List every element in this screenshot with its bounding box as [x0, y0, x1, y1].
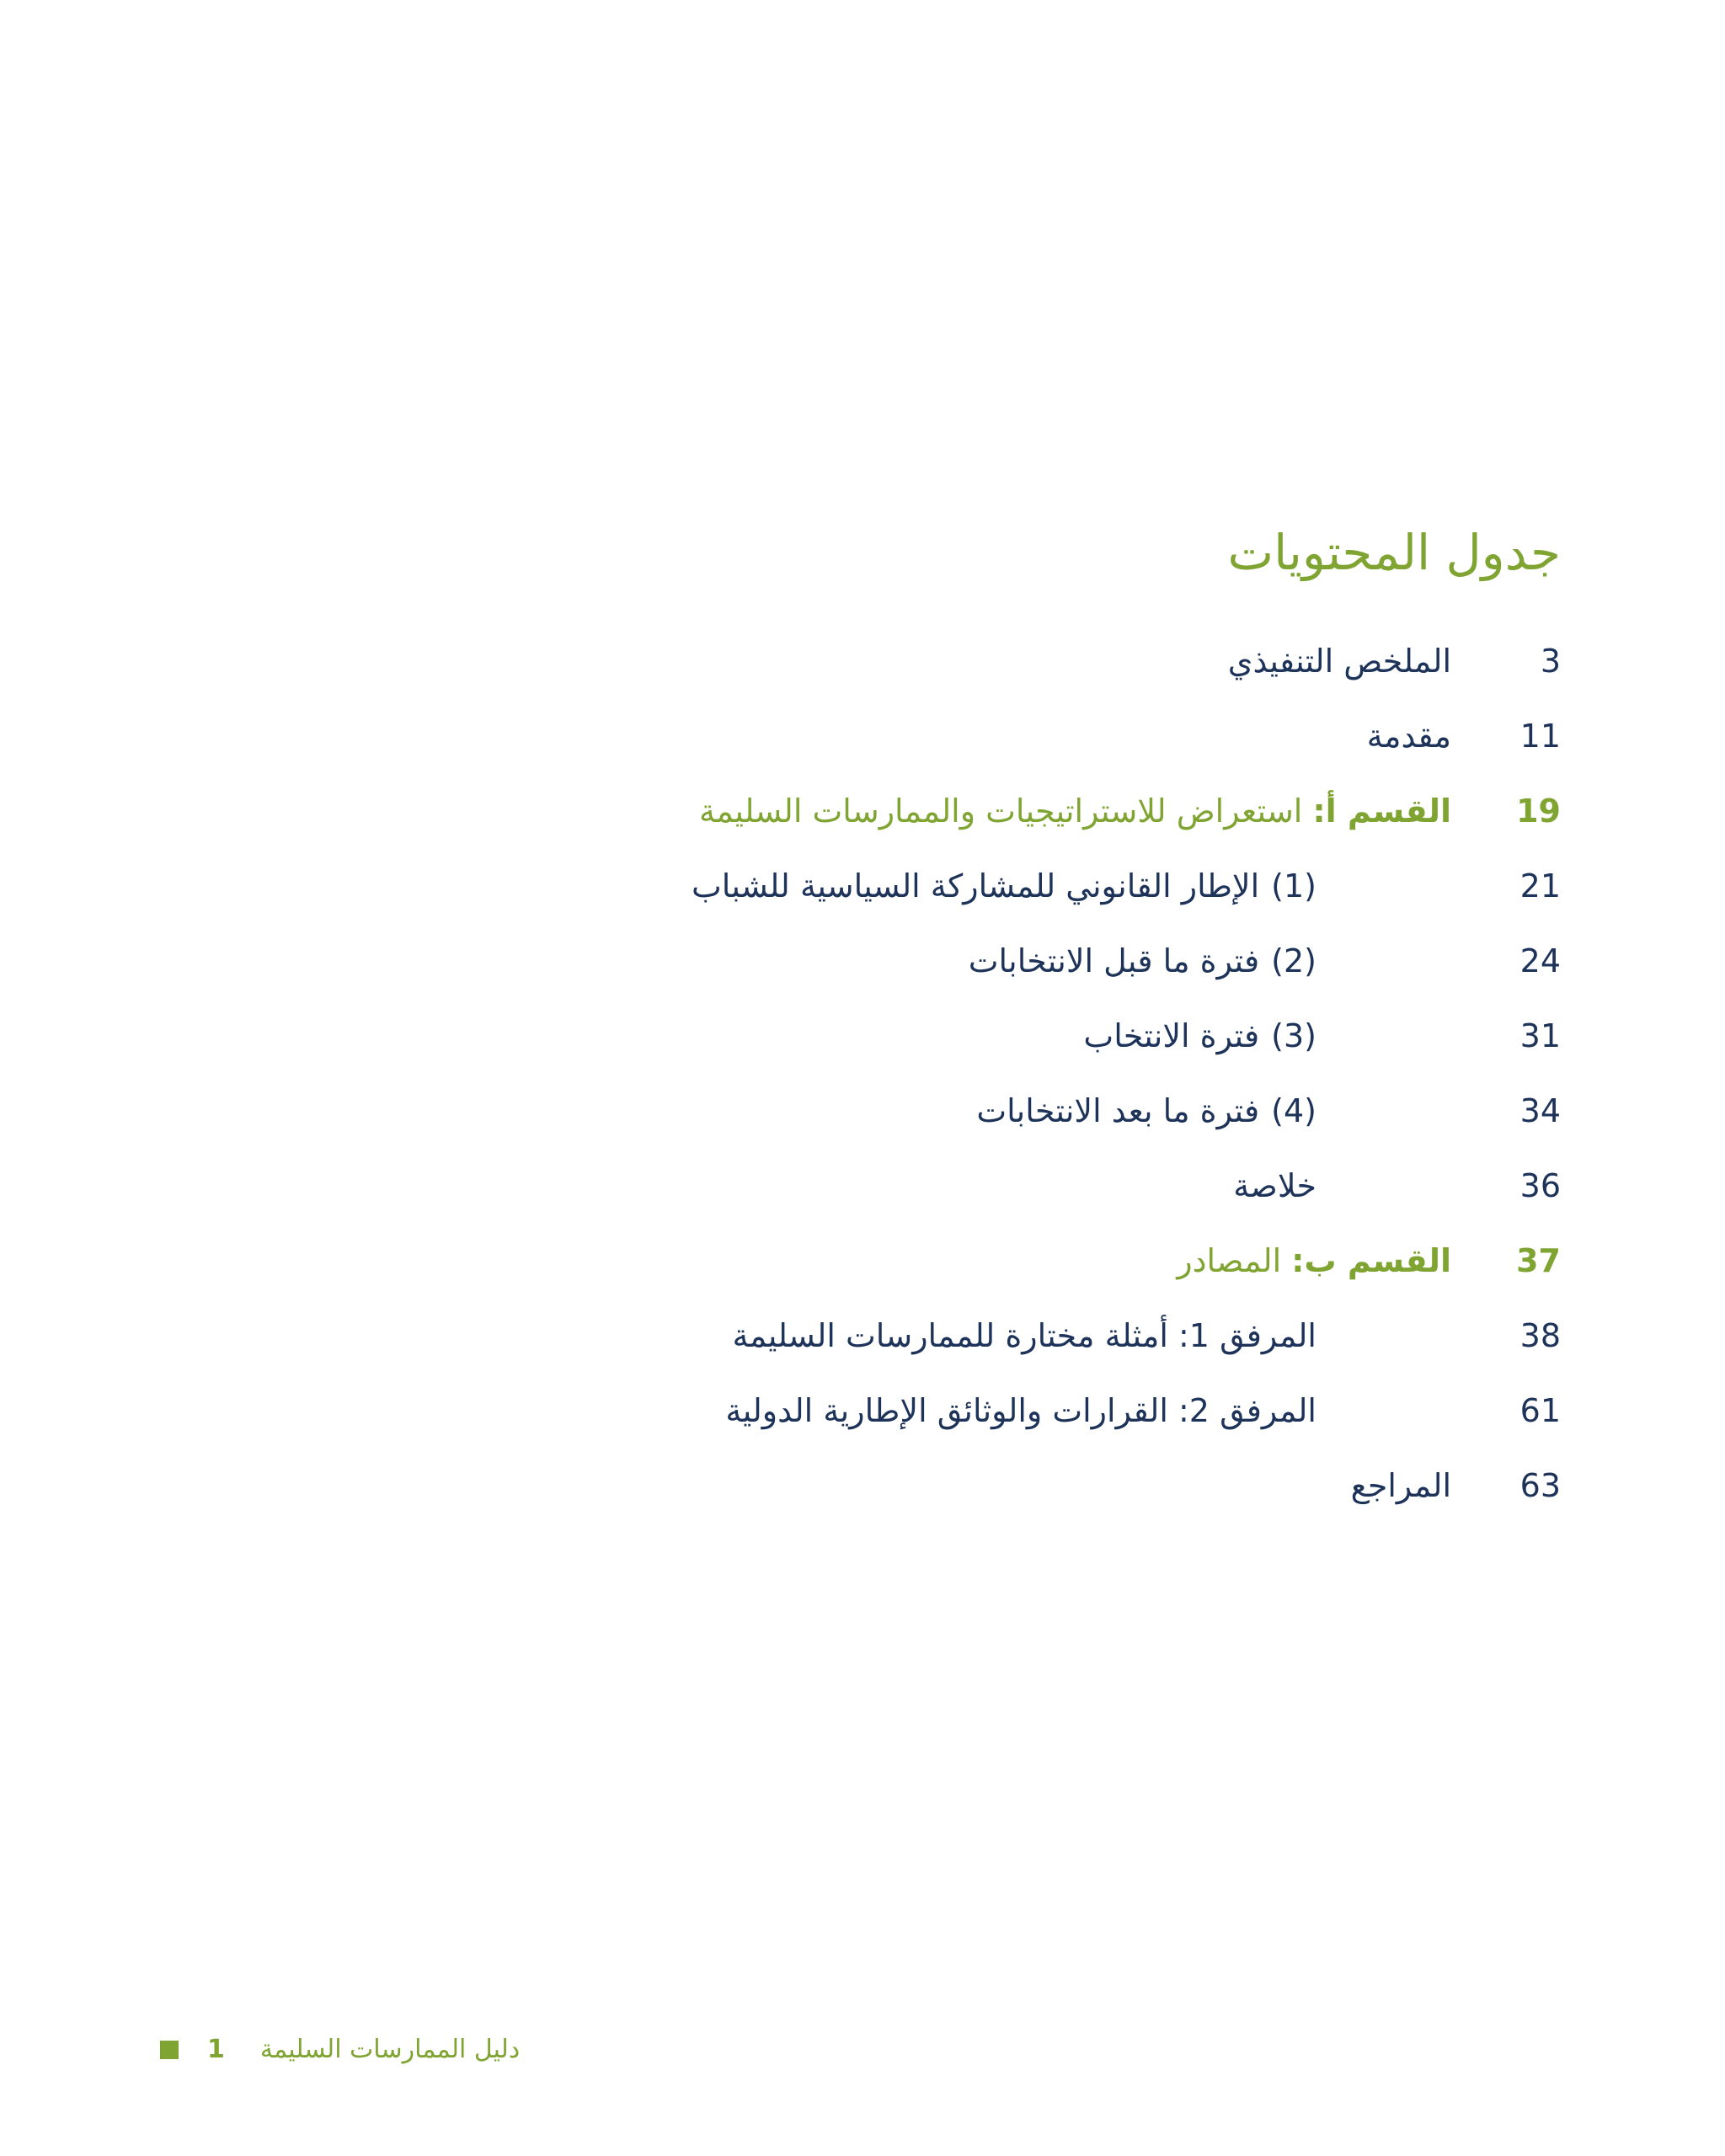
toc-entry-title: المراجع: [1350, 1466, 1451, 1504]
toc-page-number: 38: [1519, 1316, 1561, 1354]
toc-entry-appendix-1[interactable]: [550, 1298, 1561, 1373]
toc-section-title: [1177, 1241, 1451, 1279]
toc-entry-pre-election[interactable]: [550, 923, 1561, 998]
toc-entry-post-election[interactable]: [550, 1073, 1561, 1148]
toc-entry-references[interactable]: [550, 1448, 1561, 1523]
toc-child-title: [968, 942, 1316, 979]
toc-child-title: المرفق 2: القرارات والوثائق الإطارية الدولية: [725, 1391, 1316, 1429]
toc-entry-legal-framework[interactable]: [550, 848, 1561, 923]
toc-list: [550, 623, 1561, 1523]
toc-page-number: 63: [1519, 1466, 1561, 1504]
page-footer: [160, 2033, 520, 2067]
toc-section-prefix: القسم ب:: [1291, 1241, 1451, 1279]
toc-entry-title: الملخص التنفيذي: [1227, 642, 1451, 680]
toc-entry-executive-summary[interactable]: [550, 623, 1561, 698]
toc-entry-appendix-2[interactable]: [550, 1373, 1561, 1448]
toc-section-label: المصادر: [1177, 1241, 1292, 1279]
toc-page-number: 31: [1519, 1017, 1561, 1054]
toc-page-number: 34: [1519, 1091, 1561, 1129]
toc-page-number: 24: [1519, 942, 1561, 979]
toc-entry-label: فترة الانتخاب: [1083, 1017, 1260, 1054]
toc-section-title: [699, 792, 1451, 830]
toc-child-title: المرفق 1: أمثلة مختارة للممارسات السليمة: [732, 1316, 1316, 1354]
toc-section-prefix: القسم أ:: [1312, 792, 1451, 830]
toc-child-title: [692, 867, 1316, 905]
toc-page-number: 11: [1519, 717, 1561, 755]
toc-entry-introduction[interactable]: [550, 698, 1561, 773]
toc-entry-section-a[interactable]: [550, 773, 1561, 848]
toc-entry-number: (4): [1271, 1091, 1316, 1129]
toc-page-number: 61: [1519, 1391, 1561, 1429]
toc-section-page-number: 37: [1516, 1241, 1561, 1279]
toc-entry-number: (3): [1271, 1017, 1316, 1054]
toc-entry-label: الإطار القانوني للمشاركة السياسية للشباب: [692, 867, 1260, 905]
footer-document-title: دليل الممارسات السليمة: [259, 2035, 521, 2064]
toc-entry-label: فترة ما بعد الانتخابات: [976, 1091, 1260, 1129]
footer-square-icon: [160, 2041, 179, 2059]
toc-child-title: [976, 1091, 1316, 1129]
toc-entry-title: مقدمة: [1366, 717, 1451, 755]
toc-child-title: [1083, 1017, 1316, 1054]
toc-entry-election-period[interactable]: [550, 998, 1561, 1073]
toc-page-number: 21: [1519, 867, 1561, 905]
table-of-contents: [550, 522, 1561, 1523]
toc-entry-conclusion[interactable]: [550, 1148, 1561, 1223]
footer-page-number: 1: [207, 2035, 225, 2064]
toc-entry-section-b[interactable]: [550, 1223, 1561, 1298]
toc-section-page-number: 19: [1516, 792, 1561, 830]
toc-page-number: 36: [1519, 1166, 1561, 1204]
toc-entry-number: (1): [1271, 867, 1316, 905]
toc-title: جدول المحتويات: [1227, 524, 1561, 581]
toc-entry-number: (2): [1271, 942, 1316, 979]
toc-section-label: استعراض للاستراتيجيات والممارسات السليمة: [699, 792, 1313, 830]
toc-page-number: 3: [1540, 642, 1561, 680]
toc-entry-label: فترة ما قبل الانتخابات: [968, 942, 1260, 979]
toc-child-title: خلاصة: [1233, 1166, 1316, 1204]
